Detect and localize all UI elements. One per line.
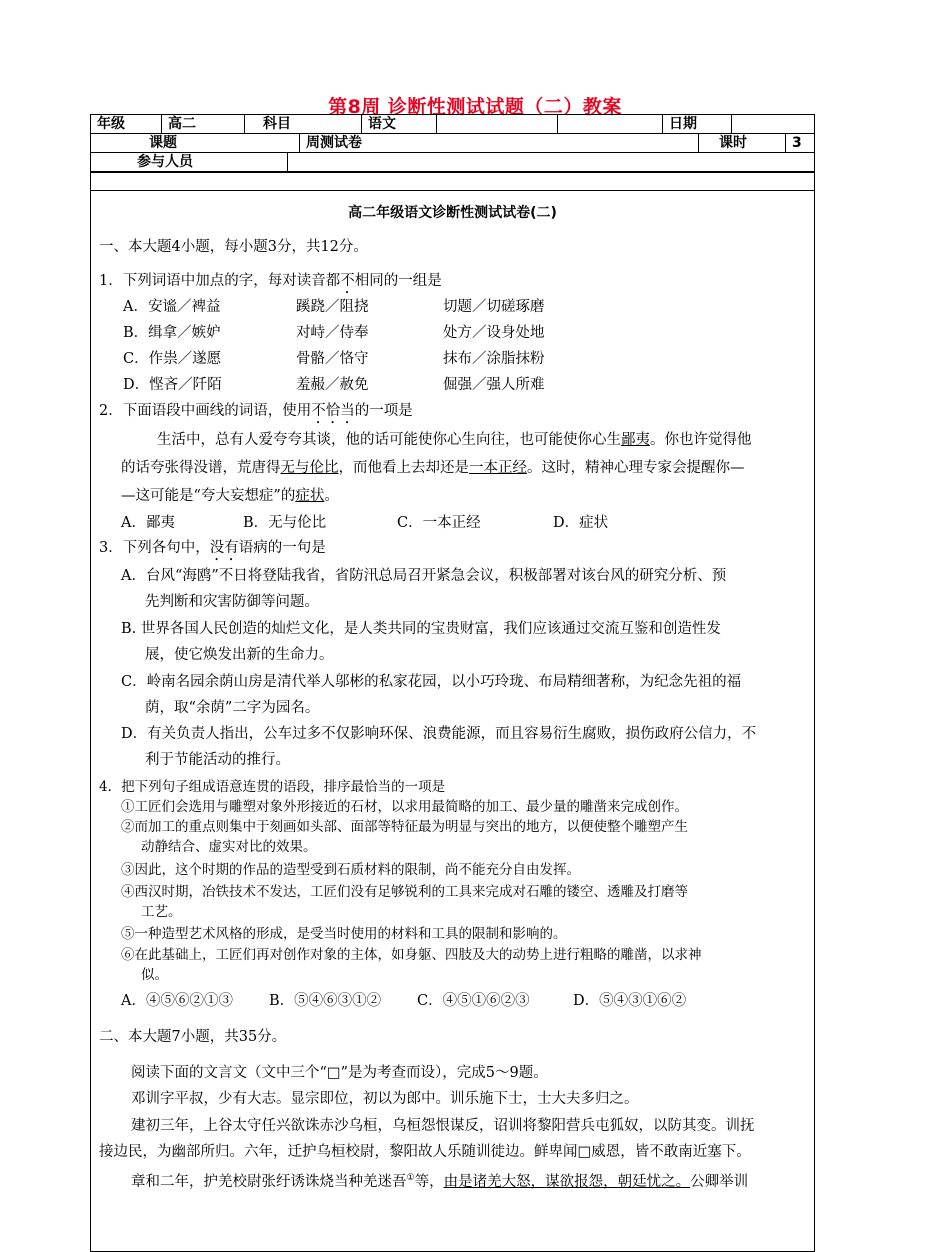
q1-option: 处方／设身处地 [443, 325, 545, 341]
q4-option: B．⑤④⑥③①② [269, 993, 382, 1009]
section-2-heading: 二、本大题7小题，共35分。 [99, 1029, 287, 1045]
q1-option: B．缉拿／嫉妒 [123, 325, 221, 341]
hours-value: 3 [786, 134, 815, 153]
q2-option: D．症状 [553, 515, 609, 531]
q2-option: C．一本正经 [397, 515, 481, 531]
q1-option: 抹布／涂脂抹粉 [443, 351, 545, 367]
reading-paragraph-cont: 接边民，为幽部所归。六年，迁护乌桓校尉，黎阳故人乐随训徙边。鲜卑闻□威恩，皆不敢南近塞下。 [99, 1144, 751, 1160]
document-title: 第8周 诊断性测试试题（二）教案 [328, 96, 622, 118]
lesson-plan-frame [90, 114, 815, 1252]
section-1-heading: 一、本大题4小题，每小题3分，共12分。 [99, 239, 368, 255]
q3-option-b-cont: 展，使它焕发出新的生命力。 [145, 647, 334, 663]
q2-option: A．鄙夷 [121, 515, 175, 531]
q2-passage-line: 生活中，总有人爱夸夸其谈，他的话可能使你心生向往，也可能使你心生鄙夷。你也许觉得他 [157, 432, 752, 448]
q4-sentence-cont: 似。 [141, 967, 168, 983]
q3-option-a-cont: 先判断和灾害防御等问题。 [145, 594, 319, 610]
participants-label: 参与人员 [91, 153, 288, 172]
q4-sentence-cont: 动静结合、虚实对比的效果。 [141, 839, 317, 855]
q4-sentence: ②而加工的重点则集中于刻画如头部、面部等特征最为明显与突出的地方，以便使整个雕塑产生 [121, 819, 688, 835]
q4-sentence: ④西汉时期，冶铁技术不发达，工匠们没有足够锐利的工具来完成对石雕的镂空、透雕及打磨等 [121, 884, 688, 900]
q1-option: 切题／切磋琢磨 [443, 299, 545, 315]
q4-sentence: ③因此，这个时期的作品的造型受到石质材料的限制，尚不能充分自由发挥。 [121, 862, 580, 878]
topic-label: 课题 [91, 134, 300, 153]
q3-option-b: B. 世界各国人民创造的灿烂文化，是人类共同的宝贵财富，我们应该通过交流互鉴和创造性发 [121, 621, 721, 637]
blank-cell [437, 115, 558, 134]
q4-option: A．④⑤⑥②①③ [121, 993, 233, 1009]
hours-label: 课时 [699, 134, 786, 153]
q1-stem: 1．下列词语中加点的字，每对读音都不相同的一组是 [99, 273, 442, 289]
q3-option-c: C．岭南名园余荫山房是清代举人邬彬的私家花园，以小巧玲珑、布局精细著称，为纪念先祖的福 [121, 674, 742, 690]
q4-sentence: ⑥在此基础上，工匠们再对创作对象的主体，如身躯、四肢及大的动势上进行粗略的雕凿，以求神 [121, 947, 702, 963]
q2-passage-line: 的话夸张得没谱，荒唐得无与伦比，而他看上去却还是一本正经。这时，精神心理专家会提醒你— [121, 460, 745, 476]
q1-option: D．悭吝／阡陌 [123, 377, 222, 393]
exam-content [91, 191, 814, 1251]
grade-value: 高二 [162, 115, 245, 134]
topic-table [91, 134, 814, 153]
q1-option: 羞赧／赦免 [296, 377, 369, 393]
q4-option: D．⑤④③①⑥② [573, 993, 687, 1009]
participants-value [288, 153, 815, 172]
q4-option: C．④⑤①⑥②③ [417, 993, 530, 1009]
reading-paragraph: 建初三年，上谷太守任兴欲诛赤沙乌桓，乌桓怨恨谋反，诏训将黎阳营兵屯狐奴，以防其变。训抚 [131, 1118, 755, 1134]
reading-paragraph: 章和二年，护羌校尉张纡诱诛烧当种羌迷吾①等，由是诸羌大怒，谋欲报怨，朝廷忧之。公卿举训 [131, 1173, 749, 1190]
q4-stem: 4．把下列句子组成语意连贯的语段，排序最恰当的一项是 [99, 779, 446, 795]
topic-value: 周测试卷 [300, 134, 699, 153]
subject-label: 科目 [245, 115, 362, 134]
q4-sentence: ①工匠们会选用与雕塑对象外形接近的石材，以求用最简略的加工、最少量的雕凿来完成创作。 [121, 799, 688, 815]
q1-option: 蹊跷／阻挠 [296, 299, 369, 315]
header-table [91, 115, 814, 134]
blank-cell [558, 115, 663, 134]
date-value [732, 115, 815, 134]
paper-title: 高二年级语文诊断性测试试卷(二) [348, 205, 557, 221]
q1-option: 骨骼／恪守 [296, 351, 369, 367]
q2-passage-line: —这可能是“夸大妄想症”的症状。 [121, 488, 339, 504]
blank-row [91, 172, 814, 191]
q3-option-d: D．有关负责人指出，公车过多不仅影响环保、浪费能源，而且容易衍生腐败，损伤政府公信力，不 [121, 726, 757, 742]
q1-option: 对峙／侍奉 [296, 325, 369, 341]
q3-stem: 3．下列各句中，没有语病的一句是 [99, 540, 326, 556]
q4-sentence: ⑤一种造型艺术风格的形成，是受当时使用的材料和工具的限制和影响的。 [121, 926, 567, 942]
q3-option-c-cont: 荫，取“余荫”二字为园名。 [145, 700, 320, 716]
q2-option: B．无与伦比 [243, 515, 327, 531]
q1-option: 倔强／强人所难 [443, 377, 545, 393]
q4-sentence-cont: 工艺。 [141, 904, 182, 920]
date-label: 日期 [663, 115, 732, 134]
q3-option-a: A．台风“海鸥”不日将登陆我省，省防汛总局召开紧急会议，积极部署对该台风的研究分析、预 [121, 568, 727, 584]
subject-value: 语文 [362, 115, 437, 134]
participants-table [91, 153, 814, 172]
reading-intro: 阅读下面的文言文（文中三个“□”是为考查而设），完成5～9题。 [131, 1065, 548, 1081]
q2-stem: 2．下面语段中画线的词语，使用不恰当的一项是 [99, 403, 413, 419]
q3-option-d-cont: 利于节能活动的推行。 [145, 752, 290, 768]
footnote-marker: ① [406, 1173, 415, 1183]
q1-option: C．作祟／遂愿 [123, 351, 222, 367]
grade-label: 年级 [91, 115, 162, 134]
reading-paragraph: 邓训字平叔，少有大志。显宗即位，初以为郎中。训乐施下士，士大夫多归之。 [131, 1091, 639, 1107]
q1-option: A．安谧／裨益 [123, 299, 221, 315]
